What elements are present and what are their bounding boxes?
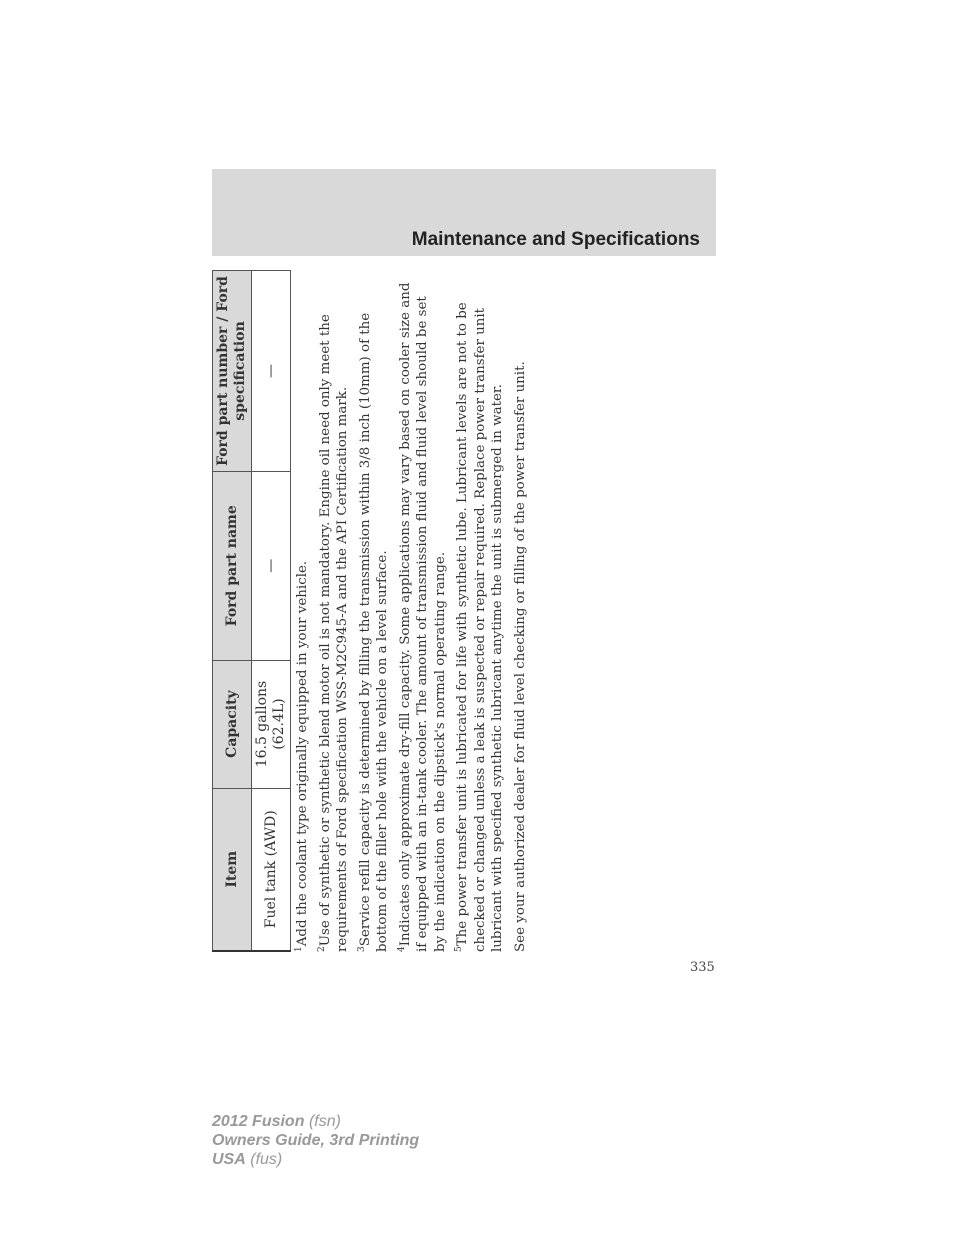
cell-part-number: — — [252, 271, 291, 472]
footnotes — [294, 277, 534, 952]
cell-capacity: 16.5 gallons (62.4L) — [252, 660, 291, 788]
footnote — [294, 277, 312, 952]
footnote — [512, 277, 530, 952]
section-header-band — [212, 169, 716, 256]
page-number: 335 — [690, 960, 715, 975]
footnote — [397, 277, 450, 952]
footnote-text: Service refill capacity is determined by filling the transmission within 3/8 inch (10mm) of the bottom of the filler hole with the vehicle on a level surface. — [357, 312, 390, 952]
header-item: Item — [213, 788, 252, 951]
footer-market: USA — [212, 1151, 246, 1168]
footer-market-code: (fus) — [250, 1151, 283, 1168]
cell-part-name: — — [252, 471, 291, 660]
table-header-row — [213, 271, 252, 952]
header-part-number: Ford part number / Ford specification — [213, 271, 252, 472]
footnote-text: Add the coolant type originally equipped in your vehicle. — [295, 560, 310, 947]
spec-table — [212, 270, 291, 952]
footnote — [317, 277, 352, 952]
footer — [212, 1112, 419, 1169]
footnote-mark: 4 — [396, 946, 407, 952]
footer-line-3 — [212, 1150, 419, 1169]
footnote-text: Indicates only approximate dry-fill capacity. Some applications may vary based on cooler size and if equipped with an in-tank cooler. The amount of transmission fluid and fluid level should be set by the indication on the dipstick's normal operating range. — [397, 282, 448, 952]
footnote-text: The power transfer unit is lubricated for life with synthetic lube. Lubricant levels are not to be checked or changed unless a leak is suspected or repair required. Replace power transfer unit lubricant with specified synthetic lubricant anytime the unit is submerged in water. — [455, 302, 505, 952]
footnote-text: See your authorized dealer for fluid level checking or filling of the power transfer unit. — [512, 361, 528, 952]
footnote — [454, 277, 507, 952]
footer-line-2: Owners Guide, 3rd Printing — [212, 1132, 420, 1149]
footer-model-code: (fsn) — [308, 1113, 341, 1130]
footer-line-1 — [212, 1112, 419, 1131]
table-row — [252, 271, 291, 952]
section-title: Maintenance and Specifications — [411, 229, 700, 250]
footnote-text: Use of synthetic or synthetic blend motor oil is not mandatory. Engine oil need only meet the requirements of Ford specification WSS-M2C945-A and the API Certification mark. — [317, 314, 350, 952]
header-capacity: Capacity — [213, 660, 252, 788]
footnote-mark: 1 — [294, 946, 304, 952]
footnote-mark: 3 — [356, 946, 367, 952]
footnote-mark: 5 — [454, 946, 464, 952]
footer-model: 2012 Fusion — [212, 1113, 305, 1130]
footnote-mark: 2 — [316, 946, 327, 952]
header-part-name: Ford part name — [213, 471, 252, 660]
footnote — [357, 277, 392, 952]
rotated-content — [212, 272, 542, 952]
cell-item: Fuel tank (AWD) — [252, 788, 291, 951]
